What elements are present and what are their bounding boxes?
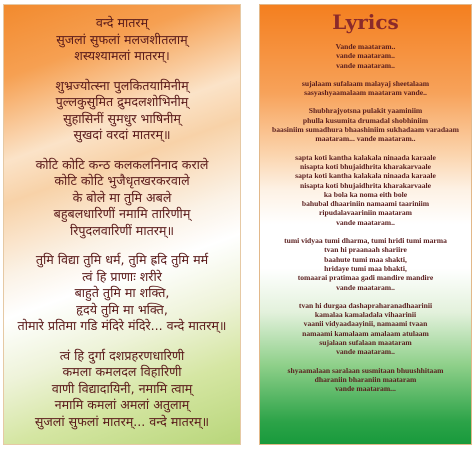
verse-line: के बोले मा तुमि अबले — [72, 189, 172, 205]
transliterated-verse-block — [260, 42, 471, 394]
verse-line: vaanii vidyaadaayinii, namaami tvaan — [303, 319, 428, 329]
verse-line: phulla kusumita drumadal shobhiniim — [302, 115, 429, 125]
verse-line: कमला कमलदल विहारिणी — [62, 364, 182, 379]
verse-line: ka bola ka noma eith bole — [323, 189, 408, 199]
verse-line: पुल्लकुसुमित द्रुमदलशोभिनीम् — [55, 94, 189, 109]
hindi-lyrics-panel — [3, 4, 241, 445]
verse-line: कोटि कोटि कन्ठ कलकलनिनाद कराले — [35, 156, 209, 172]
verse-line: baasiniim sumadhura bhaashiniim sukhadaam varadaam — [272, 125, 459, 135]
verse-line: कोटि कोटि भुजैधृतखरकरवाले — [54, 173, 190, 188]
verse-line: Shubhrajyotsna pulakit yaaminiim — [308, 106, 423, 116]
verse-line: सुखदां वरदां मातरम्॥ — [73, 127, 171, 142]
stanza-gap — [260, 357, 471, 366]
verse-line: तुमि विद्या तुमि धर्म, तुमि ह्रदि तुमि मर्म — [35, 252, 209, 267]
verse-line: sapta koti kantha kalakala ninaada karaale — [295, 152, 436, 162]
verse-line: vande maataram.. — [336, 217, 395, 227]
verse-line: बाहुते तुमि मा शक्ति, — [74, 285, 170, 300]
verse-line: त्वं हि दुर्गा दशप्रहरणधारिणी — [59, 347, 185, 363]
verse-line: शुभ्रज्योत्स्ना पुलकितयामिनीम् — [55, 77, 189, 93]
verse-line: tvan hi durgaa dashapraharanadhaarinii — [298, 300, 433, 310]
verse-line: तोमारे प्रतिमा गडि मंदिरे मंदिरे... वन्दे मातरम्॥ — [17, 318, 227, 333]
stanza-gap — [4, 144, 240, 157]
verse-line: tomaarai pratimaa gadi mandire mandire — [297, 273, 434, 283]
verse-line: dharaniin bharaniin maataram — [314, 374, 417, 384]
lyrics-title: Lyrics — [332, 10, 399, 34]
verse-line: tvan hi praanaah shariire — [324, 245, 407, 255]
verse-line: vande maataram.. — [336, 51, 395, 61]
verse-line: sasyashyaamalaam maataram vande.. — [304, 88, 427, 98]
stanza-gap — [260, 227, 471, 236]
verse-line: सुहासिनीं सुमधुर भाषिनीम् — [63, 110, 181, 126]
verse-line: sapta koti kantha kalakala ninaada karaale — [295, 171, 436, 181]
verse-line: vande maataram... — [335, 384, 396, 394]
verse-line: nisapta koti bhujaidhrita kharakarvaale — [299, 180, 432, 190]
stanza-gap — [260, 144, 471, 153]
stanza-gap — [4, 335, 240, 348]
english-lyrics-panel — [259, 4, 472, 445]
verse-line: kamalaa kamaladala vihaarinii — [314, 310, 417, 320]
verse-line: namaami kamalaam amalaam atulaam — [302, 328, 429, 338]
verse-line: त्वं हि प्राणाः शरीरे — [82, 268, 162, 284]
verse-line: सुजलां सुफलां मातरम्... वन्दे मातरम्॥ — [34, 413, 210, 429]
hindi-verse-block — [4, 15, 240, 430]
verse-line: shyaamalaan saralaan susmitaan bhuushhitaam — [287, 365, 444, 375]
verse-line: नमामि कमलां अमलां अतुलाम् — [54, 397, 190, 412]
verse-line: vande maataram.. — [336, 347, 395, 357]
stanza-gap — [4, 65, 240, 78]
stanza-gap — [260, 70, 471, 79]
verse-line: Vande maataram.. — [335, 42, 396, 51]
verse-line: वन्दे मातरम् — [95, 15, 149, 30]
verse-line: sujalaan sufalaan maataram — [319, 338, 412, 348]
stanza-gap — [260, 292, 471, 301]
verse-line: शस्यश्यामलां मातरम्। — [74, 48, 170, 63]
verse-line: हृदये तुमि मा भक्ति, — [76, 301, 168, 317]
verse-line: बहुबलधारिणीं नमामि तारिणीम् — [53, 206, 191, 221]
verse-line: baahute tumi maa shakti, — [324, 254, 407, 264]
verse-line: सुजलां सुफलां मलजशीतलाम् — [56, 31, 188, 47]
verse-line: ripudalavaariniin maataram — [318, 208, 413, 218]
verse-line: sujalaam sufalaam malayaj sheetalaam — [301, 78, 430, 88]
verse-line: nisapta koti bhujaidhrita kharakarvaale — [299, 161, 432, 171]
verse-line: vande maataram.. — [336, 60, 395, 70]
stanza-gap — [260, 97, 471, 106]
verse-line: tumi vidyaa tumi dharma, tumi hridi tumi marma — [284, 236, 447, 246]
verse-line: maataram... vande maataram.. — [315, 134, 416, 144]
verse-line: bahubal dhaariniin namaami taariniim — [301, 199, 430, 209]
verse-line: vande maataram.. — [336, 282, 395, 292]
verse-line: रिपुदलवारिणीं मातरम्॥ — [69, 222, 175, 238]
verse-line: वाणी विद्यादायिनी, नमामि त्वाम् — [51, 380, 193, 396]
stanza-gap — [4, 239, 240, 252]
verse-line: hridaye tumi maa bhakti, — [324, 263, 407, 273]
